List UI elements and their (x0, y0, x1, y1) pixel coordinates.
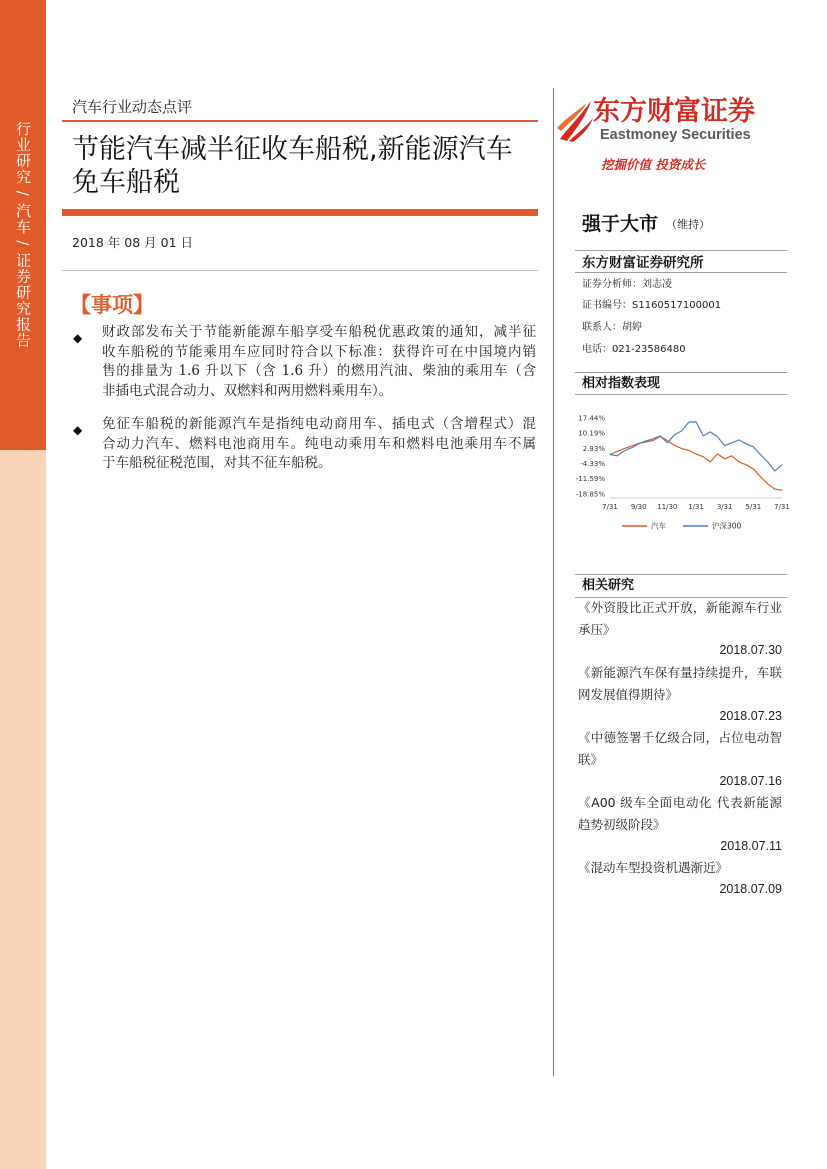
date-divider (62, 270, 538, 271)
event-heading: 【事项】 (70, 293, 154, 317)
report-category: 汽车行业动态点评 (72, 98, 193, 116)
report-type-vertical-label: 行业研究 / 汽车 / 证券研究报告 (14, 121, 32, 349)
related-research-heading: 相关研究 (582, 578, 635, 593)
related-report-date: 2018.07.30 (719, 643, 782, 658)
header-divider (62, 120, 538, 122)
legend-label: 沪深300 (712, 521, 742, 531)
contact-phone: 电话：021-23586480 (582, 344, 686, 355)
legend-label: 汽车 (651, 521, 666, 531)
diamond-bullet-icon: ◆ (73, 423, 83, 437)
x-tick-label: 9/30 (630, 503, 647, 511)
x-tick-label: 7/31 (774, 503, 790, 511)
related-report-date: 2018.07.16 (719, 773, 782, 788)
report-title-line: 节能汽车减半征收车船税,新能源汽车 (72, 134, 513, 165)
related-title-line: 趋势初级阶段》 (578, 817, 666, 833)
x-tick-label: 3/31 (716, 503, 733, 511)
related-research-list (578, 597, 782, 901)
report-title (72, 133, 538, 199)
y-tick-label: -18.85% (575, 490, 605, 499)
eastmoney-logo-icon (556, 98, 594, 142)
event-bullet-text (102, 323, 536, 402)
related-report-item (578, 792, 782, 857)
certificate-number: 证书编号：S1160517100001 (582, 300, 722, 311)
paragraph-line: 合动力汽车、燃料电池商用车。纯电动乘用车和燃料电池乘用车不属 (102, 435, 536, 452)
related-report-title (578, 662, 782, 705)
x-tick-label: 11/30 (657, 503, 678, 511)
title-accent-bar (62, 209, 538, 216)
related-title-line: 《混动车型投资机遇渐近》 (578, 860, 729, 876)
related-report-date: 2018.07.09 (719, 882, 782, 897)
paragraph-line: 非插电式混合动力、双燃料和两用燃料乘用车）。 (102, 383, 393, 400)
related-title-line: 《新能源汽车保有量持续提升，车联 (578, 665, 782, 681)
related-report-title (578, 727, 782, 770)
sidebar-light-band (0, 450, 46, 1169)
x-tick-label: 7/31 (602, 503, 618, 511)
analyst-name: 证券分析师：刘志凌 (582, 279, 672, 290)
section-divider (575, 372, 787, 373)
report-title-line: 免车船税 (72, 167, 180, 198)
section-divider (575, 272, 787, 273)
related-report-date: 2018.07.11 (720, 838, 782, 853)
hs300-series-line (610, 422, 782, 471)
related-report-item (578, 727, 782, 792)
rating-note: （维持） (666, 218, 710, 231)
related-title-line: 《A00 级车全面电动化 代表新能源 (578, 795, 782, 811)
brand-slogan: 挖掘价值 投资成长 (601, 157, 706, 172)
related-title-line: 《中德签署千亿级合同，占位电动智 (578, 730, 782, 746)
related-title-line: 网发展值得期待》 (578, 686, 679, 702)
x-tick-label: 5/31 (745, 503, 762, 511)
related-report-date: 2018.07.23 (719, 708, 782, 723)
y-tick-label: 17.44% (578, 414, 605, 423)
y-tick-label: -11.59% (575, 475, 605, 484)
related-report-title (578, 857, 782, 879)
event-bullet-text (102, 415, 536, 474)
section-divider (575, 574, 787, 575)
relative-index-chart (575, 405, 790, 537)
paragraph-line: 售的排量为 1.6 升以下（含 1.6 升）的燃用汽油、柴油的乘用车（含 (102, 363, 536, 380)
paragraph-line: 于车船税征税范围，对其不征车船税。 (102, 455, 332, 472)
auto-series-line (610, 437, 782, 491)
report-date: 2018 年 08 月 01 日 (72, 235, 193, 250)
related-report-title (578, 792, 782, 835)
contact-person: 联系人：胡婷 (582, 322, 642, 333)
brand-name-en: Eastmoney Securities (600, 127, 751, 143)
related-report-item (578, 662, 782, 727)
y-tick-label: 10.19% (578, 429, 605, 438)
investment-rating: 强于大市 (582, 213, 659, 235)
diamond-bullet-icon: ◆ (73, 331, 83, 345)
paragraph-line: 免征车船税的新能源汽车是指纯电动商用车、插电式（含增程式）混 (102, 416, 536, 432)
related-report-item (578, 857, 782, 900)
paragraph-line: 收车船税的节能乘用车应同时符合以下标准：获得许可在中国境内销 (102, 343, 536, 360)
section-divider (575, 250, 787, 251)
institute-name: 东方财富证券研究所 (582, 255, 704, 271)
column-divider (553, 88, 554, 1076)
related-report-item (578, 597, 782, 662)
related-title-line: 《外资股比正式开放，新能源车行业 (578, 600, 782, 615)
y-tick-label: 2.93% (582, 444, 605, 453)
performance-heading: 相对指数表现 (582, 376, 661, 391)
paragraph-line: 财政部发布关于节能新能源车船享受车船税优惠政策的通知，减半征 (102, 324, 536, 340)
brand-name-cn: 东方财富证券 (593, 96, 755, 127)
x-tick-label: 1/31 (688, 503, 704, 511)
y-tick-label: -4.33% (580, 460, 605, 468)
section-divider (575, 394, 787, 395)
related-title-line: 联》 (578, 751, 604, 767)
related-report-title (578, 597, 782, 640)
related-title-line: 承压》 (578, 621, 616, 637)
